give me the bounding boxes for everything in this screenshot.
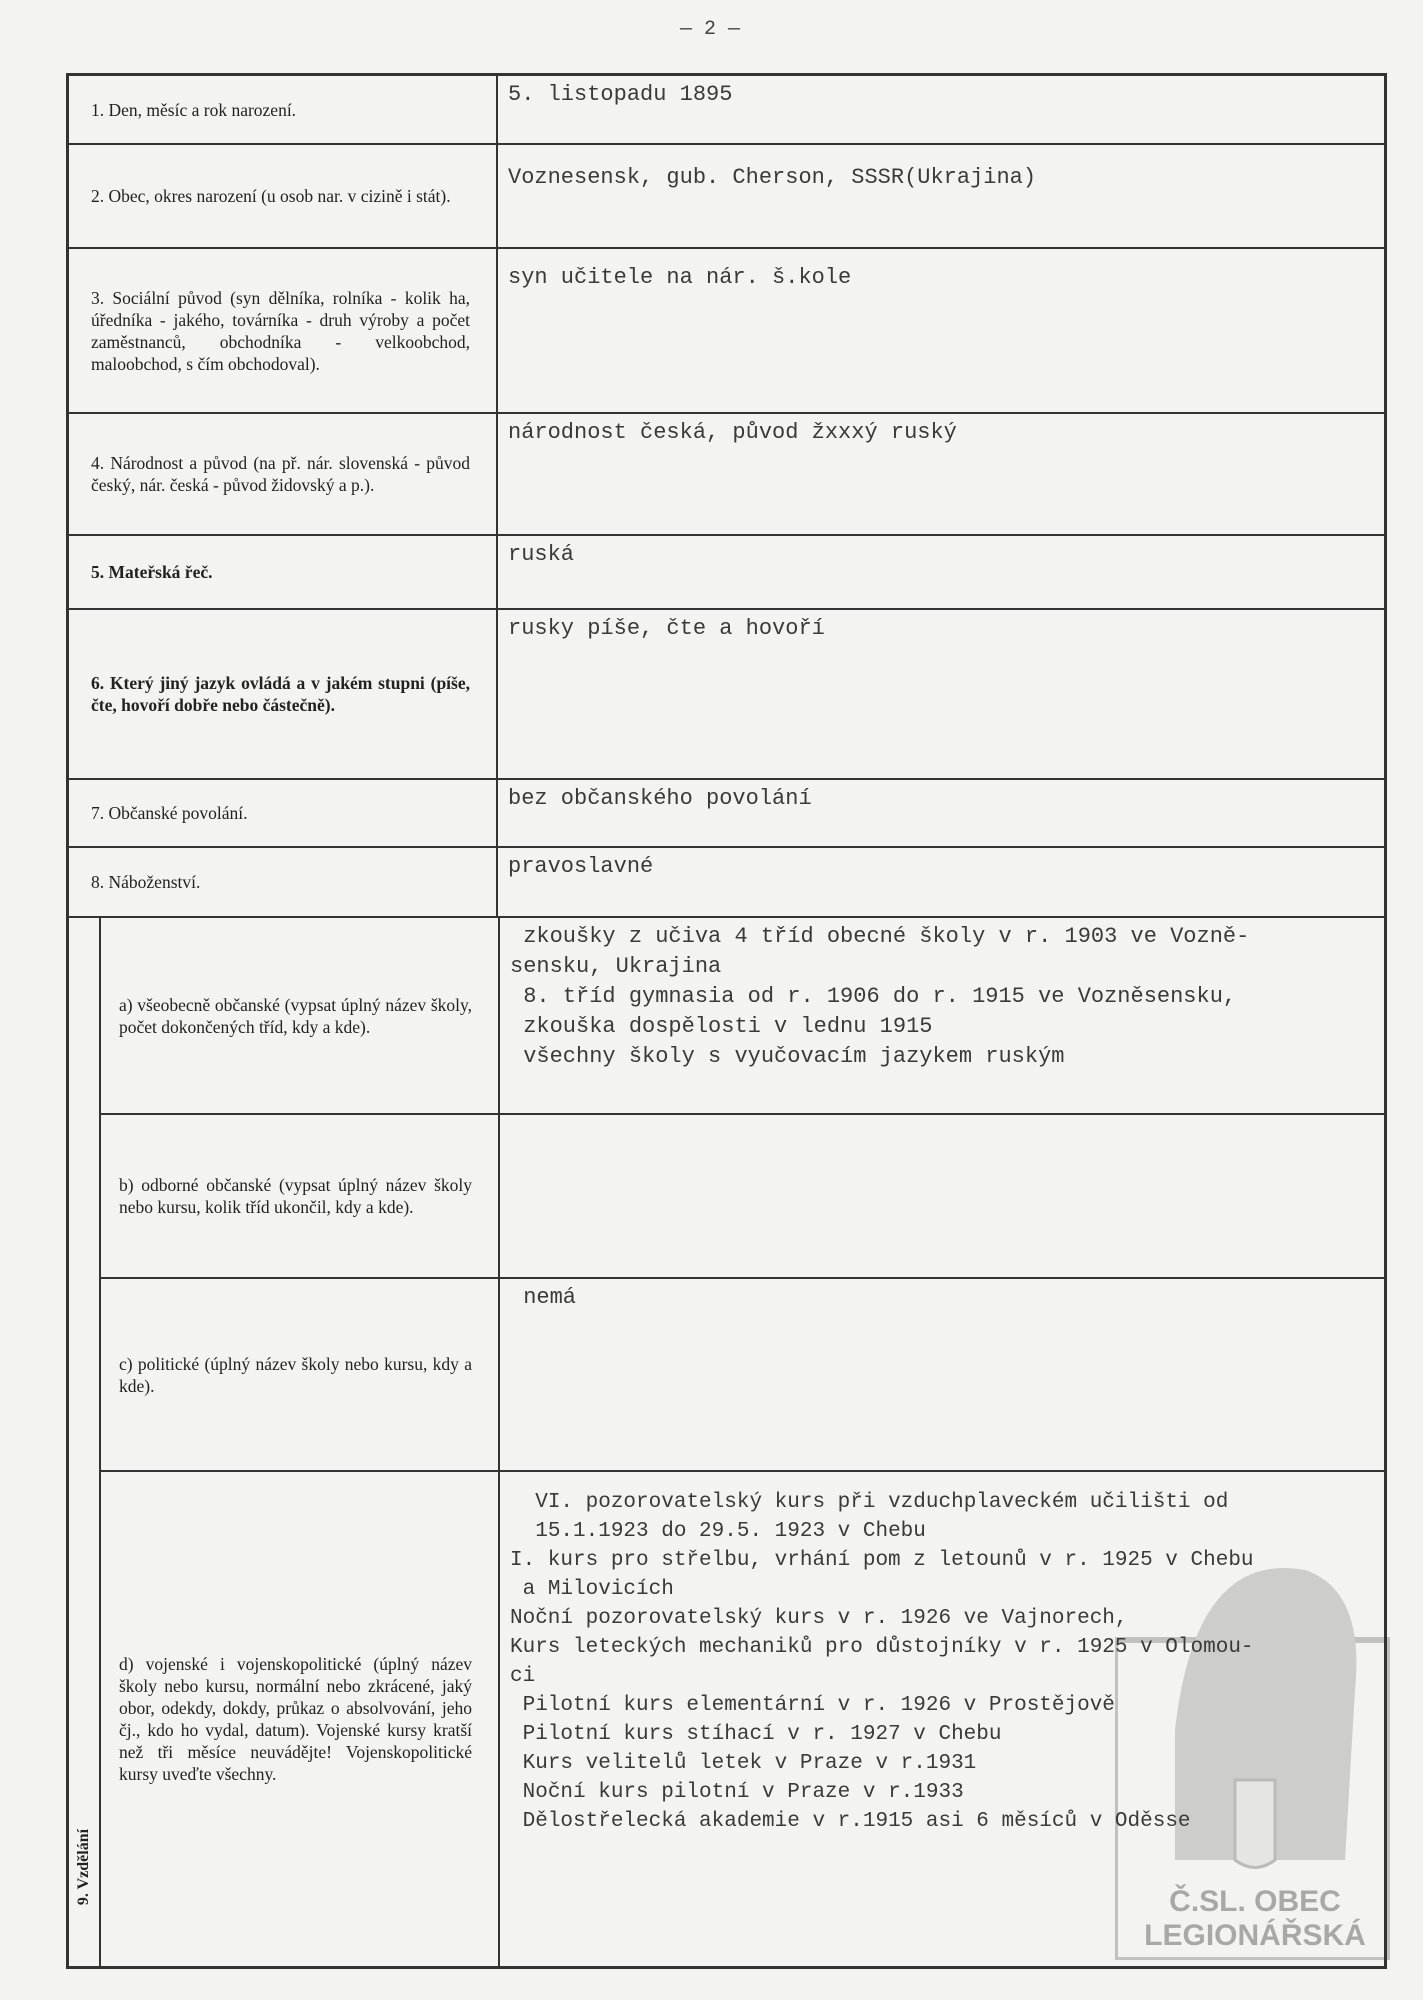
row-occupation [69, 780, 1384, 848]
value-education-vocational [500, 1115, 1384, 1277]
watermark-line-2: LEGIONÁŘSKÁ [1144, 1919, 1366, 1952]
value-birth-place: Voznesensk, gub. Cherson, SSSR(Ukrajina) [508, 165, 1037, 190]
value-education-general: zkoušky z učiva 4 tříd obecné školy v r. 1903 ve Vozně- sensku, Ukrajina 8. tříd gymnasia od r. 1906 do r. 1915 ve Vozněsensku, zkouška dospělosti v lednu 1915 všechny školy s vyučovacím jazykem ruským [510, 924, 1250, 1069]
label-birth-place: 2. Obec, okres narození (u osob nar. v cizině i stát). [69, 145, 498, 247]
row-religion [69, 848, 1384, 918]
label-birth-date: 1. Den, měsíc a rok narození. [69, 76, 498, 143]
value-social-origin: syn učitele na nár. š.kole [508, 265, 852, 290]
row-social-origin [69, 249, 1384, 414]
label-education-general: a) všeobecně občanské (vypsat úplný název školy, počet dokončených tříd, kdy a kde). [101, 918, 500, 1113]
row-languages [69, 610, 1384, 780]
label-education-military: d) vojenské i vojenskopolitické (úplný název školy nebo kursu, normální nebo zkrácené, jaký obor, odekdy, dokdy, průkaz o absolvování, jeho čj., kdo ho vydal, datum). Vojenské kursy kratší než tři měsíce neuvádějte! Vojenskopolitické kursy uveďte všechny. [101, 1472, 500, 1966]
row-education-political [101, 1279, 1384, 1472]
label-education-vocational: b) odborné občanské (vypsat úplný název školy nebo kursu, kolik tříd ukončil, kdy a kde). [101, 1115, 500, 1277]
value-birth-date: 5. listopadu 1895 [508, 82, 733, 107]
education-group [69, 918, 1384, 1966]
value-nationality: národnost česká, původ žxxxý ruský [508, 420, 957, 445]
row-mother-tongue [69, 536, 1384, 610]
row-education-general [101, 918, 1384, 1115]
label-nationality: 4. Národnost a původ (na př. nár. slovenská - původ český, nár. česká - původ židovský a p.). [69, 414, 498, 534]
row-education-vocational [101, 1115, 1384, 1279]
education-subrows [101, 918, 1384, 1966]
value-occupation: bez občanského povolání [508, 786, 812, 811]
label-languages: 6. Který jiný jazyk ovládá a v jakém stupni (píše, čte, hovoří dobře nebo částečně). [69, 610, 498, 778]
row-nationality [69, 414, 1384, 536]
value-education-military: VI. pozorovatelský kurs při vzduchplaveckém učilišti od 15.1.1923 do 29.5. 1923 v Chebu I. kurs pro střelbu, vrhání pom z letounů v r. 1925 v Chebu a Milovicích Noční pozorovatelský kurs v r. 1926 ve Vajnorech, Kurs leteckých mechaniků pro důstojníky v r. 1925 v Olomou- ci Pilotní kurs elementární v r. 1926 v Prostějově Pilotní kurs stíhací v r. 1927 v Chebu Kurs velitelů letek v Praze v r.1931 Noční kurs pilotní v Praze v r.1933 Dělostřelecká akademie v r.1915 asi 6 měsíců v Oděsse [510, 1491, 1254, 1833]
value-mother-tongue: ruská [508, 542, 575, 567]
value-education-political: nemá [510, 1285, 577, 1310]
label-education-political: c) politické (úplný název školy nebo kursu, kdy a kde). [101, 1279, 500, 1470]
value-religion: pravoslavné [508, 854, 654, 879]
row-birth-date [69, 76, 1384, 145]
row-birth-place [69, 145, 1384, 249]
education-label: 9. Vzdělání [75, 1828, 92, 1906]
row-education-military [101, 1472, 1384, 1966]
label-mother-tongue: 5. Mateřská řeč. [69, 536, 498, 608]
watermark-line-1: Č.SL. OBEC [1169, 1885, 1341, 1918]
label-religion: 8. Náboženství. [69, 848, 498, 916]
value-languages: rusky píše, čte a hovoří [508, 616, 825, 641]
label-social-origin: 3. Sociální původ (syn dělníka, rolníka - kolik ha, úředníka - jakého, továrníka - druh výroby a počet zaměstnanců, obchodníka - velkoobchod, maloobchod, s čím obchodoval). [69, 249, 498, 412]
label-occupation: 7. Občanské povolání. [69, 780, 498, 846]
education-vertical-label [69, 918, 101, 1966]
page-number: — 2 — [680, 18, 741, 41]
personal-form-table [66, 73, 1387, 1969]
